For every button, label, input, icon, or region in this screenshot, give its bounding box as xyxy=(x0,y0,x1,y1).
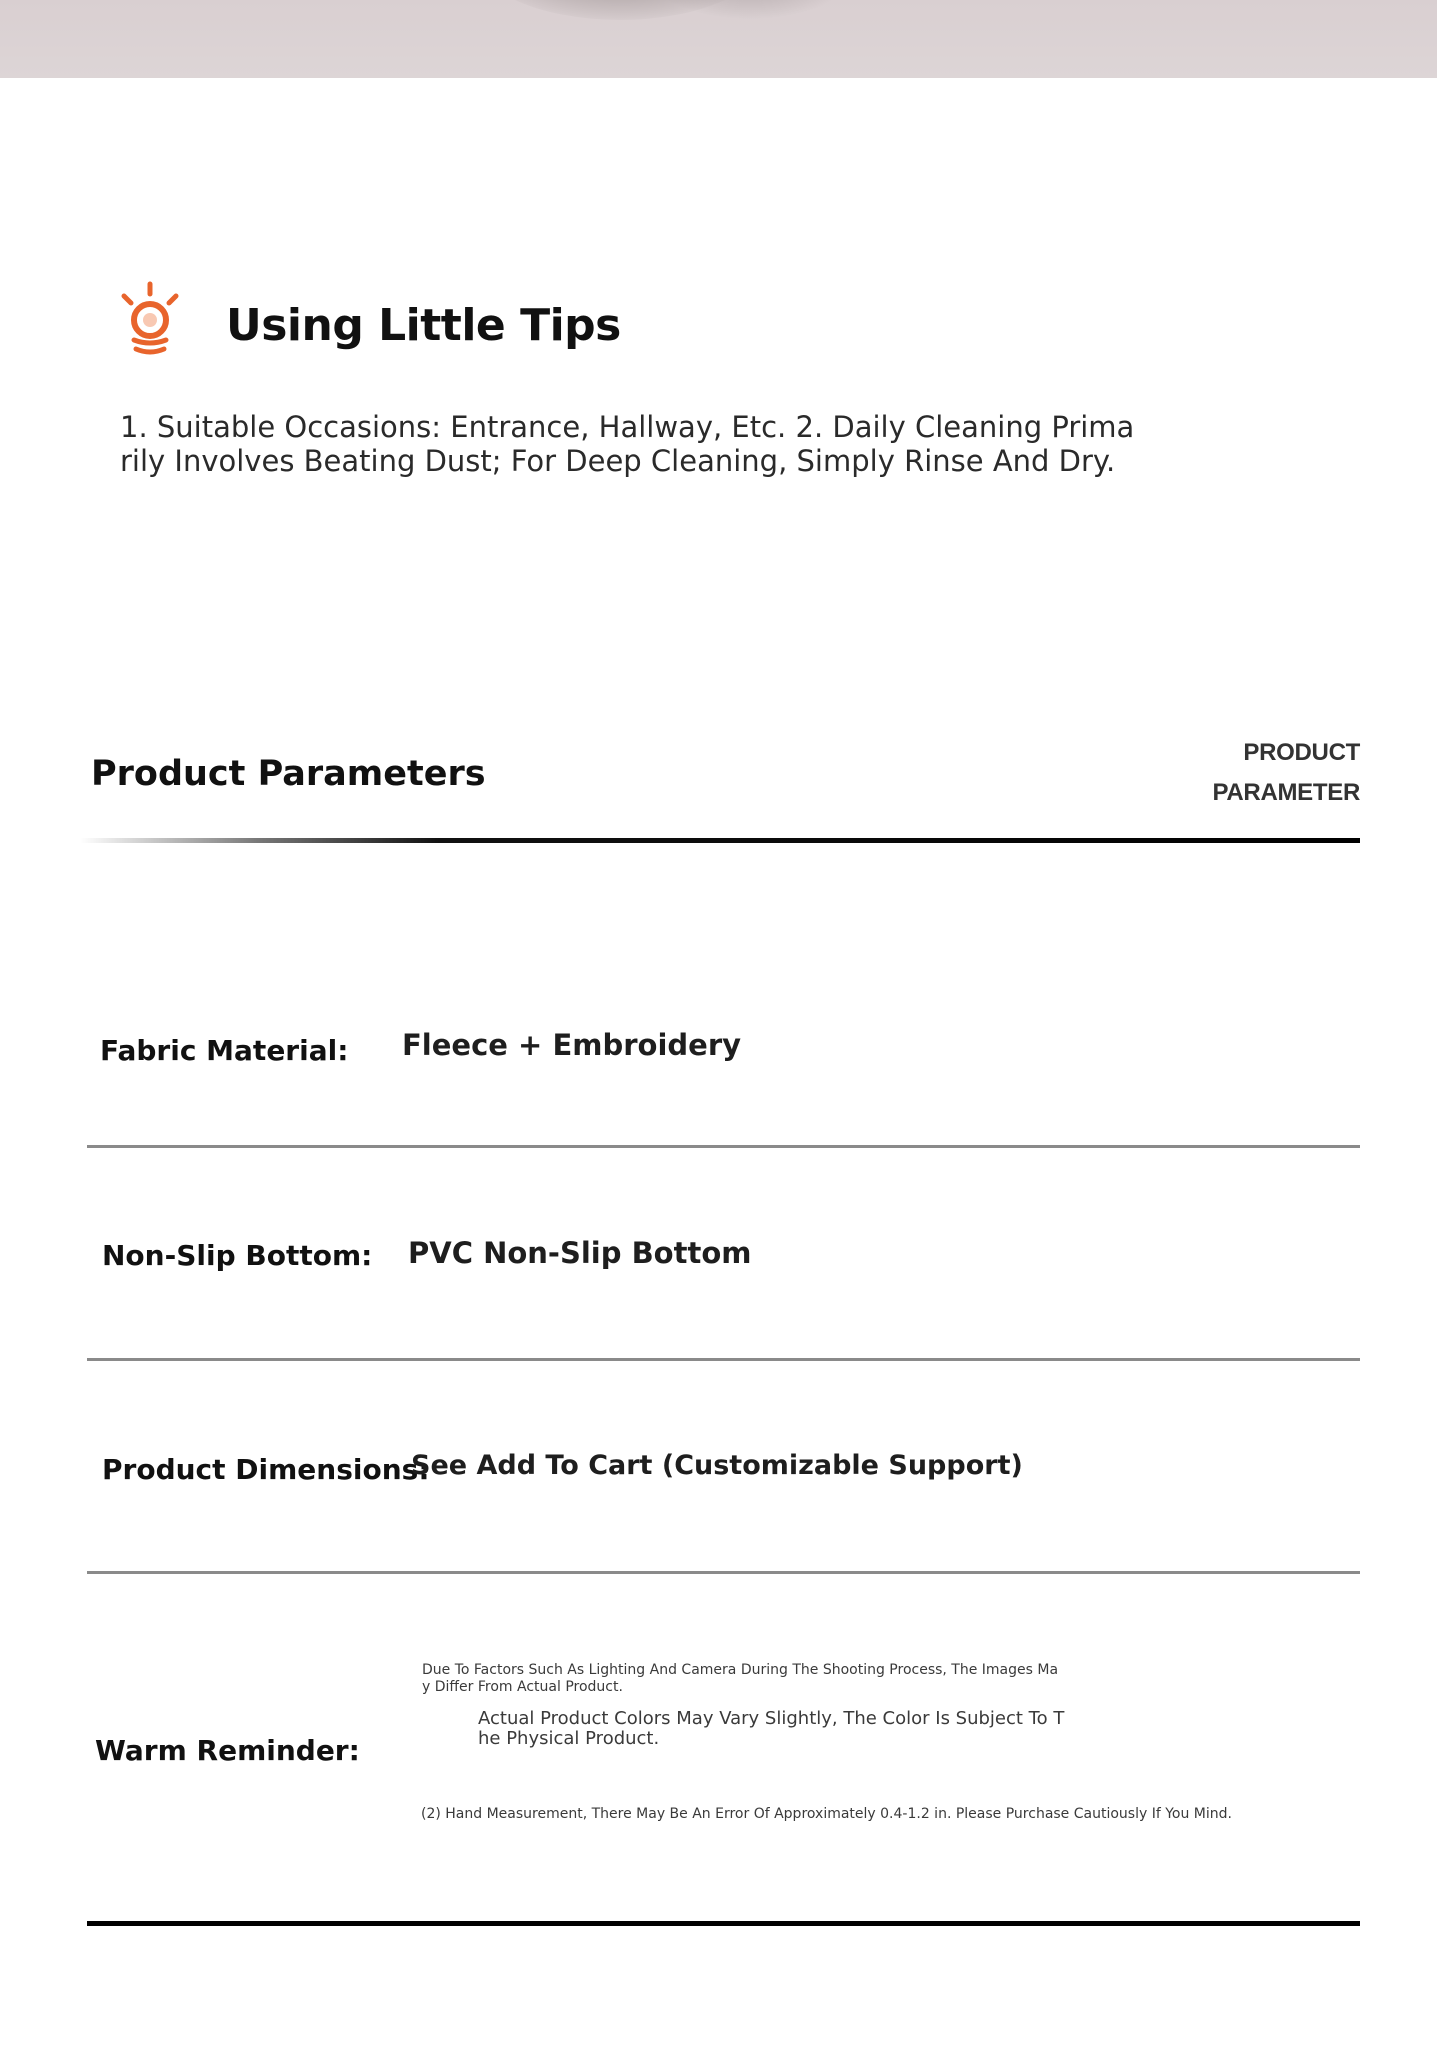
param-label: Product Dimensions: xyxy=(102,1453,430,1486)
param-value: Fleece + Embroidery xyxy=(402,1028,742,1062)
row-divider xyxy=(87,1145,1360,1148)
param-value: See Add To Cart (Customizable Support) xyxy=(411,1450,1023,1481)
warm-reminder-label: Warm Reminder: xyxy=(95,1734,360,1767)
reminder-note-measurement: (2) Hand Measurement, There May Be An Error Of Approximately 0.4-1.2 in. Please Purchase Cautiously If You Mind. xyxy=(421,1806,1232,1822)
tips-body: 1. Suitable Occasions: Entrance, Hallway, Etc. 2. Daily Cleaning Primarily Involves Beating Dust; For Deep Cleaning, Simply Rinse And Dry. xyxy=(120,410,1135,478)
reminder-note-lighting: Due To Factors Such As Lighting And Camera During The Shooting Process, The Images May Differ From Actual Product. xyxy=(422,1662,1059,1695)
row-divider xyxy=(87,1571,1360,1574)
product-photo-crop xyxy=(0,0,1437,78)
parameters-badge-line2: PARAMETER xyxy=(1212,779,1360,806)
param-label: Non-Slip Bottom: xyxy=(102,1239,373,1272)
tips-title: Using Little Tips xyxy=(226,300,621,351)
param-value: PVC Non-Slip Bottom xyxy=(408,1236,752,1270)
reminder-note-color: Actual Product Colors May Vary Slightly, The Color Is Subject To The Physical Product. xyxy=(478,1708,1065,1749)
parameters-underline xyxy=(80,838,1360,843)
lightbulb-icon xyxy=(112,280,188,360)
param-label: Fabric Material: xyxy=(100,1034,349,1067)
parameters-title: Product Parameters xyxy=(91,754,486,794)
parameters-badge-line1: PRODUCT xyxy=(1243,739,1360,766)
section-end-divider xyxy=(87,1921,1360,1926)
parameters-badge xyxy=(1212,733,1360,813)
row-divider xyxy=(87,1358,1360,1361)
